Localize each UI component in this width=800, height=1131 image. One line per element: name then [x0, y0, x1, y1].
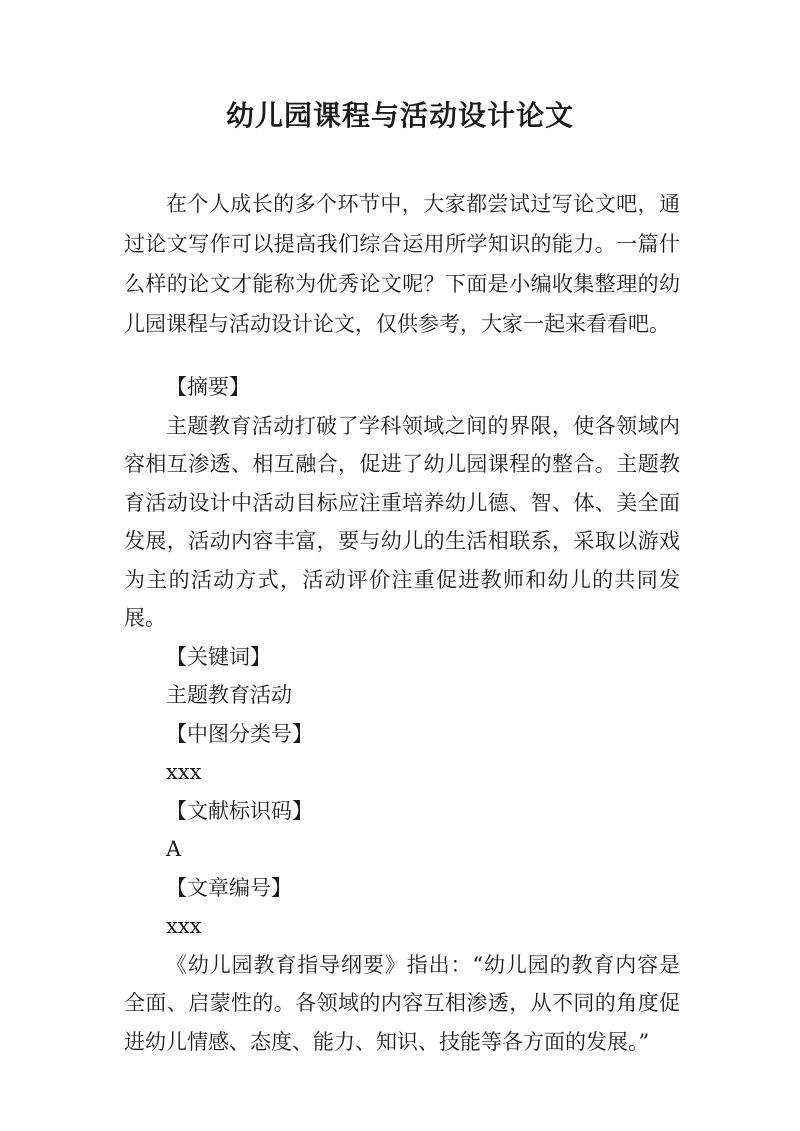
abstract-paragraph: 主题教育活动打破了学科领域之间的界限，使各领域内容相互渗透、相互融合，促进了幼儿园课程的整合。主题教育活动设计中活动目标应注重培养幼儿德、智、体、美全面发展，活动内容丰富，要与幼儿的生活相联系，采取以游戏为主的活动方式，活动评价注重促进教师和幼儿的共同发展。	[124, 413, 680, 630]
doc-code-label: 【文献标识码】	[166, 798, 313, 823]
article-no-value: xxx	[166, 914, 202, 938]
keywords-label: 【关键词】	[166, 644, 271, 669]
clc-value: xxx	[166, 760, 202, 784]
abstract-label: 【摘要】	[166, 375, 250, 399]
clc-label: 【中图分类号】	[166, 721, 313, 746]
article-no-label: 【文章编号】	[166, 875, 292, 900]
quote-paragraph: 《幼儿园教育指导纲要》指出：“幼儿园的教育内容是全面、启蒙性的。各领域的内容互相渗透，从不同的角度促进幼儿情感、态度、能力、知识、技能等各方面的发展。”	[124, 952, 680, 1054]
keywords-value: 主题教育活动	[166, 683, 292, 707]
intro-paragraph: 在个人成长的多个环节中，大家都尝试过写论文吧，通过论文写作可以提高我们综合运用所学知识的能力。一篇什么样的论文才能称为优秀论文呢？下面是小编收集整理的幼儿园课程与活动设计论文，仅供参考，大家一起来看看吧。	[124, 192, 680, 336]
doc-code-value: A	[166, 837, 182, 861]
article-body	[124, 368, 680, 1061]
document-title: 幼儿园课程与活动设计论文	[225, 99, 574, 132]
